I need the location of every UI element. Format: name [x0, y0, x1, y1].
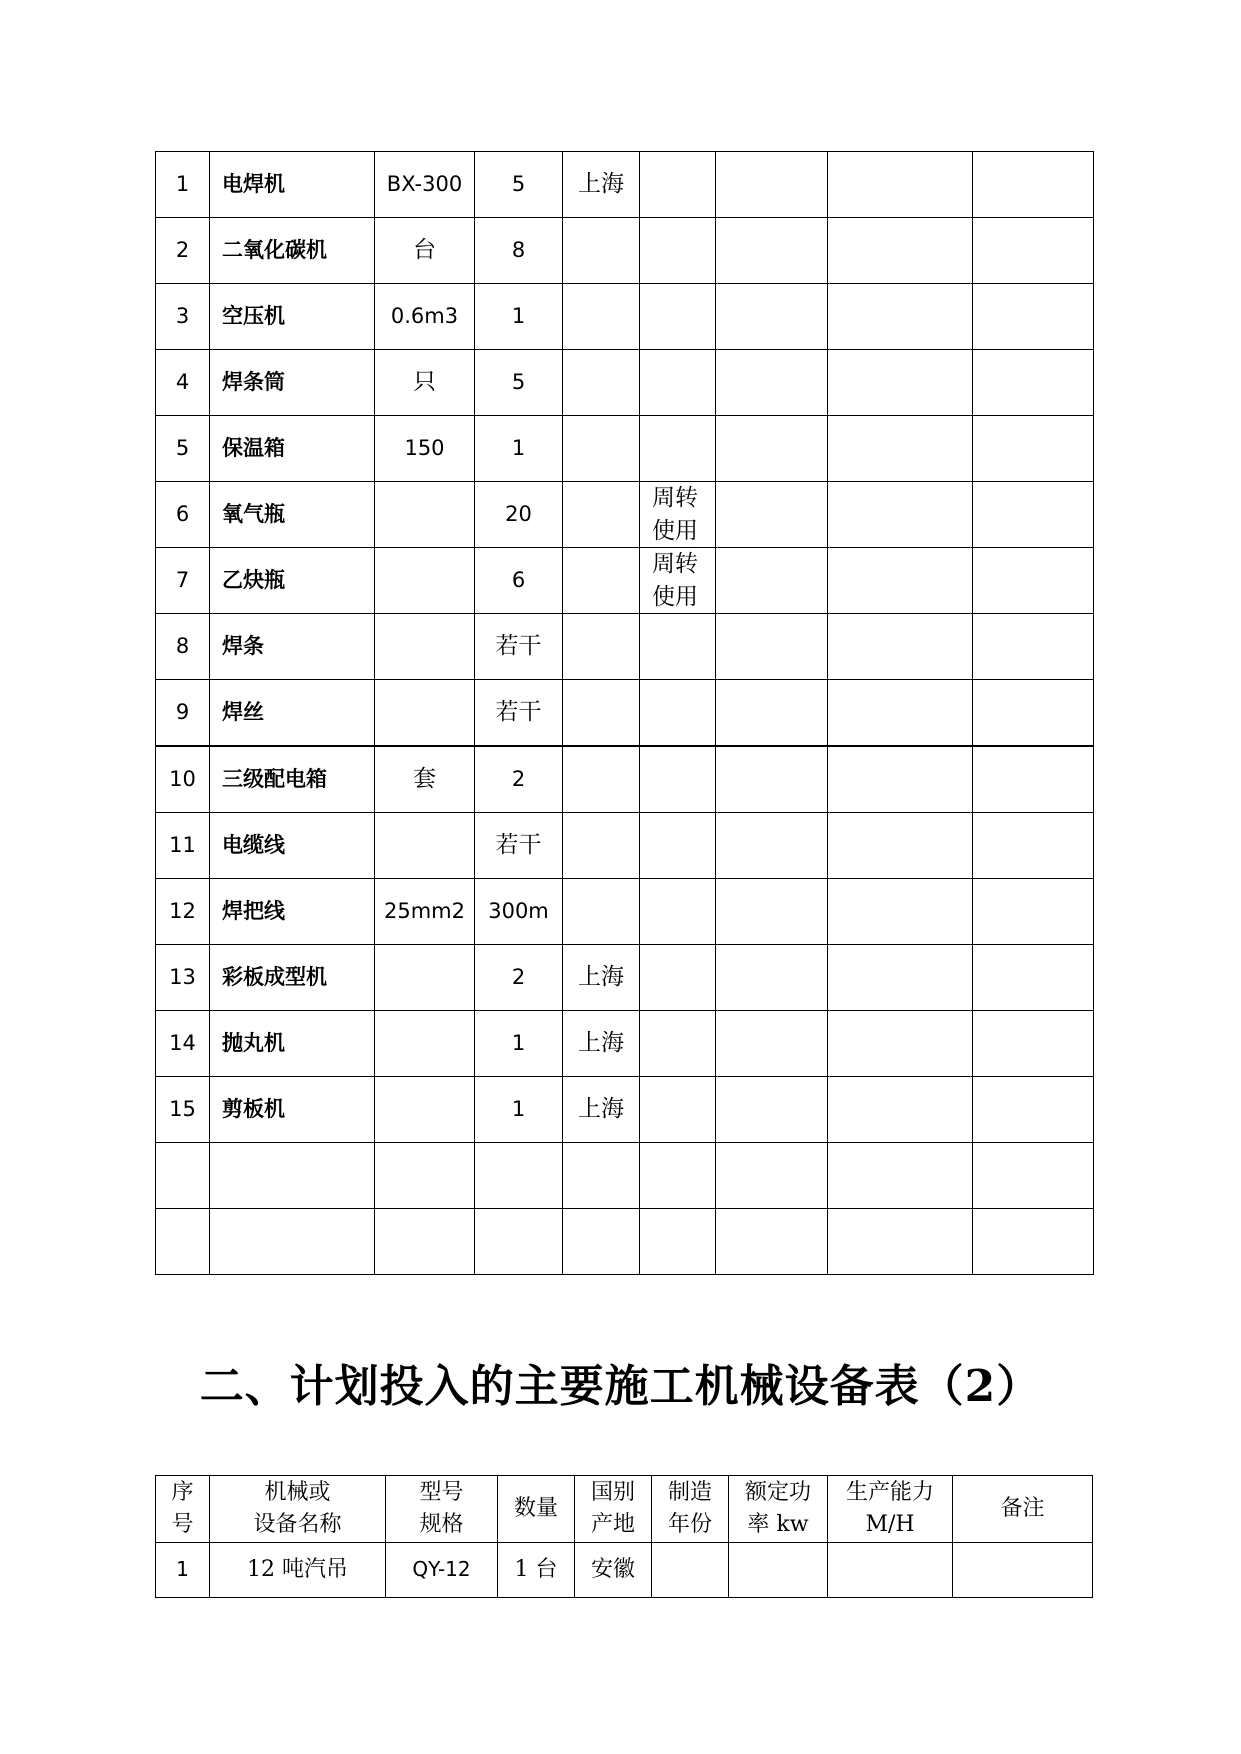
origin-cell [563, 548, 640, 614]
quantity-cell: 5 [475, 350, 563, 416]
origin-cell: 上海 [563, 1011, 640, 1077]
row-number-cell: 7 [156, 548, 210, 614]
empty-cell [973, 350, 1094, 416]
note-cell: 周转 使用 [640, 482, 716, 548]
origin-cell: 上海 [563, 945, 640, 1011]
empty-cell [973, 945, 1094, 1011]
empty-cell [828, 945, 973, 1011]
origin-cell [563, 1209, 640, 1275]
table-cell [729, 1543, 828, 1598]
table-row [156, 1011, 1094, 1077]
equipment-name-cell: 电焊机 [210, 152, 375, 218]
note-cell [640, 813, 716, 879]
spec-cell [375, 813, 475, 879]
quantity-cell: 若干 [475, 813, 563, 879]
empty-cell [973, 813, 1094, 879]
equipment-table-1 [155, 151, 1094, 1275]
quantity-cell: 20 [475, 482, 563, 548]
row-number-cell: 1 [156, 152, 210, 218]
quantity-cell: 1 [475, 1077, 563, 1143]
equipment-name-cell: 焊条筒 [210, 350, 375, 416]
table-row [156, 416, 1094, 482]
table-cell: 1 [156, 1543, 210, 1598]
row-number-cell [156, 1143, 210, 1209]
row-number-cell: 8 [156, 614, 210, 680]
note-cell [640, 1209, 716, 1275]
origin-cell [563, 680, 640, 747]
empty-cell [828, 614, 973, 680]
note-cell [640, 680, 716, 747]
equipment-name-cell: 彩板成型机 [210, 945, 375, 1011]
spec-cell [375, 1011, 475, 1077]
empty-cell [973, 1143, 1094, 1209]
empty-cell [973, 680, 1094, 747]
spec-cell [375, 548, 475, 614]
table-row [156, 1543, 1093, 1598]
empty-cell [973, 614, 1094, 680]
origin-cell: 上海 [563, 152, 640, 218]
note-cell [640, 218, 716, 284]
note-cell [640, 416, 716, 482]
table-row [156, 284, 1094, 350]
table-cell: 安徽 [575, 1543, 652, 1598]
table-cell [652, 1543, 729, 1598]
quantity-cell: 若干 [475, 614, 563, 680]
empty-cell [828, 879, 973, 945]
empty-cell [973, 416, 1094, 482]
empty-cell [973, 1011, 1094, 1077]
row-number-cell: 15 [156, 1077, 210, 1143]
empty-cell [973, 746, 1094, 813]
empty-cell [828, 746, 973, 813]
table-row [156, 746, 1094, 813]
row-number-cell: 6 [156, 482, 210, 548]
table-cell: 1 台 [498, 1543, 575, 1598]
equipment-name-cell: 二氧化碳机 [210, 218, 375, 284]
table-row [156, 1143, 1094, 1209]
column-header: 国别 产地 [575, 1476, 652, 1543]
row-number-cell: 14 [156, 1011, 210, 1077]
quantity-cell: 2 [475, 746, 563, 813]
equipment-name-cell: 剪板机 [210, 1077, 375, 1143]
table-cell [953, 1543, 1093, 1598]
origin-cell [563, 879, 640, 945]
origin-cell [563, 1143, 640, 1209]
spec-cell [375, 945, 475, 1011]
table-cell: 12 吨汽吊 [210, 1543, 386, 1598]
equipment-name-cell [210, 1209, 375, 1275]
note-cell [640, 1143, 716, 1209]
spec-cell: 25mm2 [375, 879, 475, 945]
spec-cell: 只 [375, 350, 475, 416]
quantity-cell: 6 [475, 548, 563, 614]
origin-cell [563, 614, 640, 680]
column-header: 型号 规格 [386, 1476, 498, 1543]
empty-cell [716, 746, 828, 813]
quantity-cell: 5 [475, 152, 563, 218]
quantity-cell [475, 1209, 563, 1275]
table-row [156, 813, 1094, 879]
row-number-cell: 5 [156, 416, 210, 482]
equipment-table-2 [155, 1475, 1093, 1598]
column-header: 备注 [953, 1476, 1093, 1543]
quantity-cell [475, 1143, 563, 1209]
empty-cell [828, 218, 973, 284]
spec-cell: 套 [375, 746, 475, 813]
empty-cell [828, 1011, 973, 1077]
spec-cell [375, 680, 475, 747]
table-row [156, 680, 1094, 747]
empty-cell [716, 680, 828, 747]
table-row [156, 482, 1094, 548]
empty-cell [828, 416, 973, 482]
origin-cell [563, 218, 640, 284]
empty-cell [716, 1077, 828, 1143]
table-row [156, 879, 1094, 945]
origin-cell [563, 350, 640, 416]
note-cell [640, 284, 716, 350]
empty-cell [828, 284, 973, 350]
empty-cell [716, 1143, 828, 1209]
row-number-cell: 12 [156, 879, 210, 945]
empty-cell [716, 1011, 828, 1077]
equipment-name-cell: 空压机 [210, 284, 375, 350]
table-cell [828, 1543, 953, 1598]
note-cell [640, 879, 716, 945]
row-number-cell: 2 [156, 218, 210, 284]
row-number-cell: 10 [156, 746, 210, 813]
empty-cell [973, 1209, 1094, 1275]
spec-cell: 150 [375, 416, 475, 482]
equipment-name-cell: 抛丸机 [210, 1011, 375, 1077]
quantity-cell: 1 [475, 416, 563, 482]
equipment-name-cell: 乙炔瓶 [210, 548, 375, 614]
table-cell: QY-12 [386, 1543, 498, 1598]
empty-cell [973, 548, 1094, 614]
equipment-name-cell: 保温箱 [210, 416, 375, 482]
quantity-cell: 300m [475, 879, 563, 945]
note-cell: 周转 使用 [640, 548, 716, 614]
empty-cell [716, 1209, 828, 1275]
section-heading: 二、计划投入的主要施工机械设备表（2） [199, 1361, 1042, 1412]
empty-cell [828, 813, 973, 879]
empty-cell [973, 482, 1094, 548]
quantity-cell: 1 [475, 284, 563, 350]
empty-cell [828, 548, 973, 614]
empty-cell [716, 482, 828, 548]
empty-cell [828, 1077, 973, 1143]
origin-cell [563, 482, 640, 548]
spec-cell [375, 1077, 475, 1143]
empty-cell [716, 350, 828, 416]
table-row [156, 1209, 1094, 1275]
table-row [156, 1077, 1094, 1143]
column-header: 数量 [498, 1476, 575, 1543]
empty-cell [716, 548, 828, 614]
empty-cell [828, 680, 973, 747]
empty-cell [716, 284, 828, 350]
note-cell [640, 1077, 716, 1143]
empty-cell [716, 879, 828, 945]
spec-cell: 台 [375, 218, 475, 284]
table-row [156, 945, 1094, 1011]
spec-cell [375, 482, 475, 548]
note-cell [640, 945, 716, 1011]
origin-cell [563, 813, 640, 879]
empty-cell [716, 614, 828, 680]
quantity-cell: 2 [475, 945, 563, 1011]
quantity-cell: 若干 [475, 680, 563, 747]
empty-cell [973, 879, 1094, 945]
column-header: 生产能力 M/H [828, 1476, 953, 1543]
equipment-name-cell [210, 1143, 375, 1209]
column-header: 额定功 率 kw [729, 1476, 828, 1543]
spec-cell [375, 614, 475, 680]
empty-cell [716, 813, 828, 879]
origin-cell [563, 746, 640, 813]
table-row [156, 614, 1094, 680]
column-header: 制造 年份 [652, 1476, 729, 1543]
equipment-name-cell: 焊条 [210, 614, 375, 680]
equipment-name-cell: 三级配电箱 [210, 746, 375, 813]
row-number-cell: 11 [156, 813, 210, 879]
table-row [156, 548, 1094, 614]
note-cell [640, 350, 716, 416]
empty-cell [828, 482, 973, 548]
quantity-cell: 1 [475, 1011, 563, 1077]
empty-cell [716, 945, 828, 1011]
equipment-name-cell: 氧气瓶 [210, 482, 375, 548]
spec-cell [375, 1209, 475, 1275]
empty-cell [973, 1077, 1094, 1143]
spec-cell: BX-300 [375, 152, 475, 218]
origin-cell [563, 416, 640, 482]
empty-cell [828, 350, 973, 416]
quantity-cell: 8 [475, 218, 563, 284]
empty-cell [828, 1143, 973, 1209]
note-cell [640, 614, 716, 680]
note-cell [640, 746, 716, 813]
spec-cell: 0.6m3 [375, 284, 475, 350]
row-number-cell: 13 [156, 945, 210, 1011]
table-header-row [156, 1476, 1093, 1543]
empty-cell [828, 152, 973, 218]
note-cell [640, 1011, 716, 1077]
column-header: 序 号 [156, 1476, 210, 1543]
empty-cell [716, 218, 828, 284]
empty-cell [716, 152, 828, 218]
row-number-cell [156, 1209, 210, 1275]
equipment-name-cell: 焊把线 [210, 879, 375, 945]
row-number-cell: 3 [156, 284, 210, 350]
empty-cell [973, 284, 1094, 350]
table-row [156, 152, 1094, 218]
table-row [156, 350, 1094, 416]
empty-cell [973, 152, 1094, 218]
table-row [156, 218, 1094, 284]
empty-cell [828, 1209, 973, 1275]
origin-cell [563, 284, 640, 350]
row-number-cell: 4 [156, 350, 210, 416]
empty-cell [973, 218, 1094, 284]
empty-cell [716, 416, 828, 482]
row-number-cell: 9 [156, 680, 210, 747]
note-cell [640, 152, 716, 218]
equipment-name-cell: 焊丝 [210, 680, 375, 747]
origin-cell: 上海 [563, 1077, 640, 1143]
equipment-name-cell: 电缆线 [210, 813, 375, 879]
spec-cell [375, 1143, 475, 1209]
column-header: 机械或 设备名称 [210, 1476, 386, 1543]
